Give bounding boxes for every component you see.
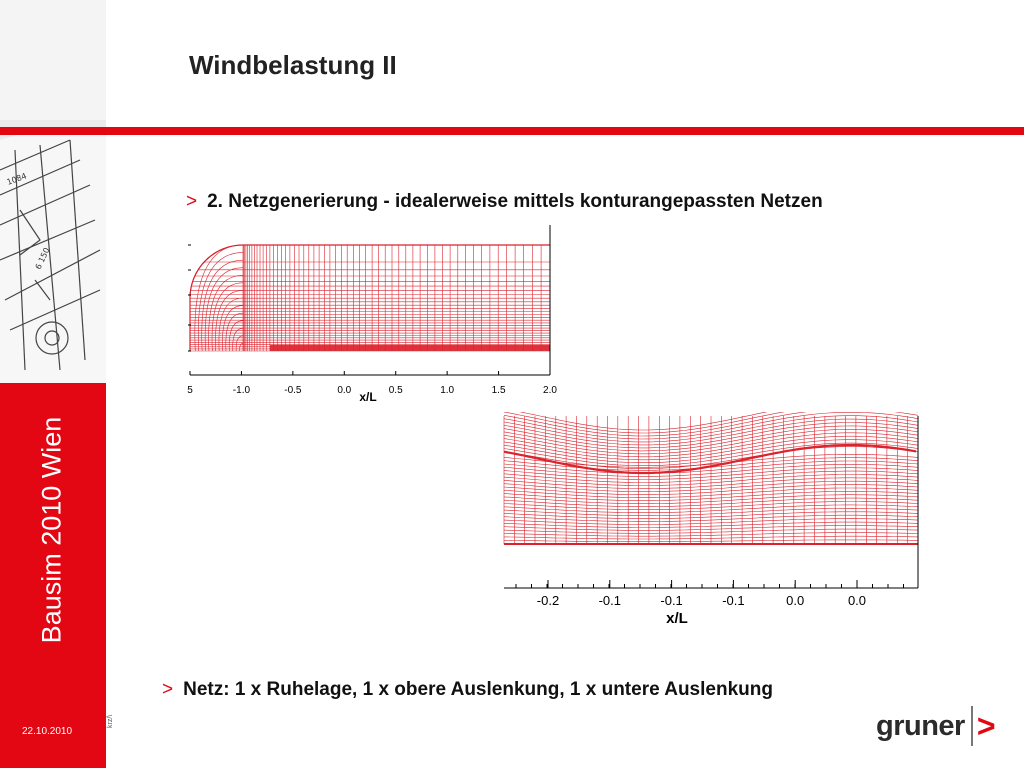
x-tick-label: 1.5 [491, 385, 506, 396]
wall-boundary-layer [270, 345, 550, 351]
conference-title: Bausim 2010 Wien [36, 416, 67, 644]
x-tick-label: 1.0 [440, 385, 455, 396]
sidebar-photo [0, 0, 106, 383]
x-axis-label: x/L [359, 390, 377, 404]
mesh-plot-rest-position [180, 225, 560, 410]
svg-text:6 150: 6 150 [33, 246, 52, 271]
gruner-logo [876, 706, 996, 746]
mesh-grid [504, 412, 918, 544]
x-tick-label: -1.0 [232, 385, 251, 396]
x-tick-label: -0.5 [284, 385, 302, 396]
x-tick-label: 0.0 [847, 593, 867, 608]
page-title: Windbelastung II [189, 50, 397, 80]
x-tick-label: -0.1 [722, 593, 745, 608]
x-tick-label: -0.1 [660, 593, 683, 608]
file-reference: krz/\ [107, 714, 114, 728]
title-divider [0, 127, 1024, 135]
bullet-netzgenerierung [186, 191, 823, 213]
mesh-plot-deflection [500, 412, 924, 632]
mesh-grid [190, 245, 550, 351]
bullet-marker: > [162, 679, 174, 700]
mesh1-axes [188, 225, 550, 375]
logo-arrow-icon: > [976, 707, 996, 744]
x-tick-label: 0.5 [388, 385, 403, 396]
x-axis-label: x/L [666, 610, 688, 627]
bullet-netz-varianten [162, 679, 773, 701]
x-tick-label: 0.0 [337, 385, 352, 396]
x-tick-label: -0.2 [536, 593, 560, 608]
logo-divider [971, 706, 973, 746]
svg-text:1084: 1084 [5, 171, 28, 187]
x-tick-label: 2.0 [543, 385, 557, 396]
bullet-marker: > [186, 191, 198, 212]
x-tick-label: 5 [187, 385, 193, 396]
x-tick-label: -0.1 [598, 593, 622, 608]
bullet-text: 2. Netzgenerierung - idealerweise mittels konturangepassten Netzen [207, 191, 823, 212]
slide-date: 22.10.2010 [22, 726, 73, 737]
bullet-text: Netz: 1 x Ruhelage, 1 x obere Auslenkung, 1 x untere Auslenkung [183, 679, 773, 700]
logo-wordmark: gruner [876, 709, 965, 742]
x-tick-label: 0.0 [786, 593, 805, 608]
